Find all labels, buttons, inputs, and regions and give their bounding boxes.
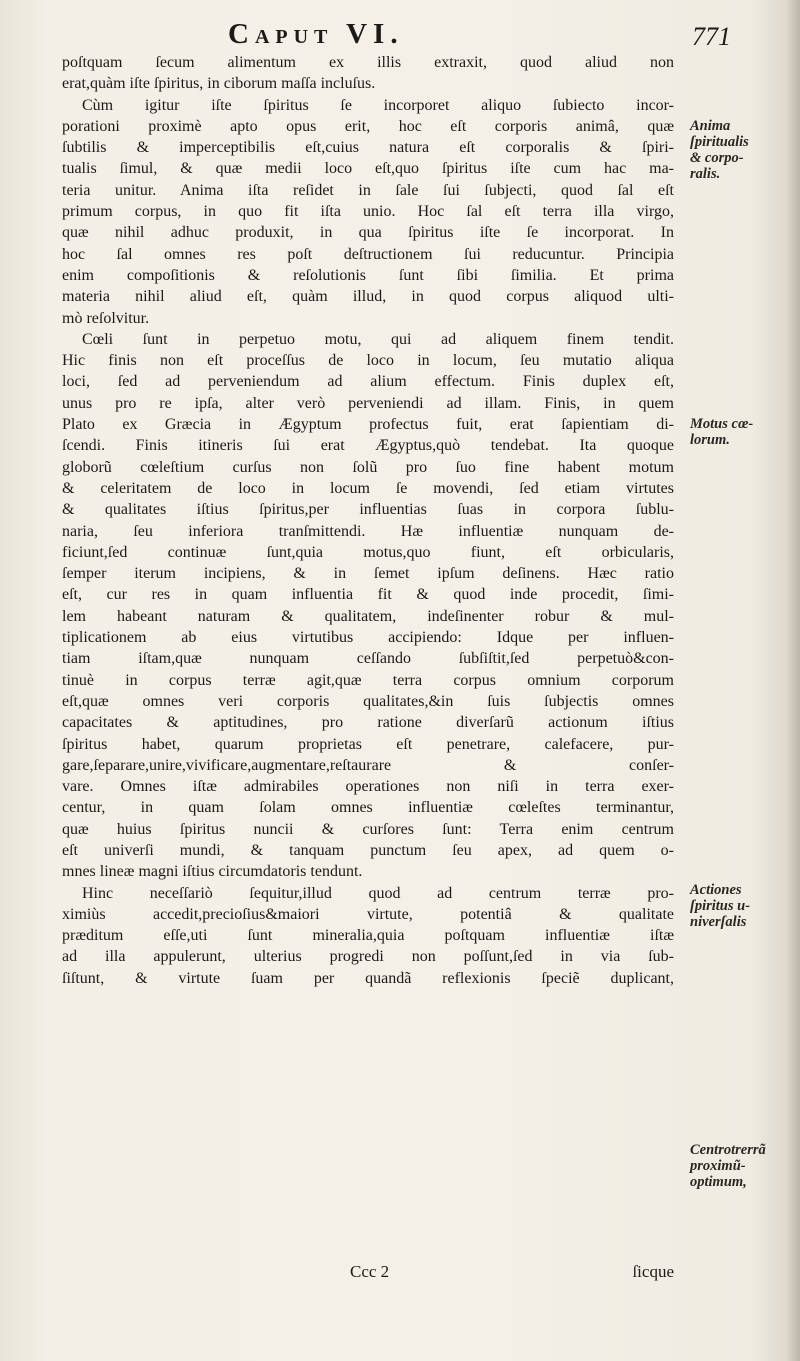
text-line: tualis ſimul, & quæ medii loco eſt,quo ſpiritus iſte cum hac ma- [62,160,674,178]
body-text [62,52,674,989]
text-line: & qualitates iſtius ſpiritus,per influentias ſuas in corpora ſublu- [62,501,674,519]
marginal-note-line: ſpiritualis [690,134,749,150]
text-line: eſt univerſi mundi, & tanquam punctum ſeu apex, ad quem o- [62,841,674,859]
page-footer [62,1262,674,1284]
running-title: Caput VI. [228,18,404,50]
marginal-note-actiones [690,882,794,930]
marginal-note-line: Actiones [690,882,742,898]
text-line: mò reſolvitur. [62,309,150,327]
text-line: capacitates & aptitudines, pro ratione diverſarũ actionum iſtius [62,714,674,732]
text-line: præditum eſſe,uti ſunt mineralia,quia poſtquam influentiæ iſtæ [62,927,674,945]
text-line: ſpiritus habet, quarum proprietas eſt penetrare, calefacere, pur- [62,735,674,753]
marginal-note-centrum [690,1142,794,1190]
marginal-note-line: Anima [690,118,731,134]
text-line: quæ huius ſpiritus nuncii & curſores ſunt: Terra enim centrum [62,820,674,838]
text-line: naria, ſeu inferiora tranſmittendi. Hæ influentiæ nunquam de- [62,522,674,540]
text-line: gare,ſeparare,unire,vivificare,augmentare,reſtaurare & conſer- [62,756,674,774]
marginal-note-line: Centrotrerrã [690,1142,766,1158]
text-line: tiam iſtam,quæ nunquam ceſſando ſubſiſtit,ſed perpetuò&con- [62,650,674,668]
text-line: tiplicationem ab eius virtutibus accipiendo: Idque per influen- [62,629,674,647]
text-line: porationi proximè apto opus erit, hoc eſt corporis animâ, quæ [62,117,674,135]
marginal-note-line: & corpo- [690,150,744,166]
text-line: tinuè in corpus terræ agit,quæ terra corpus omnium corporum [62,671,674,689]
text-line: primum corpus, in quo fit iſta unio. Hoc ſal eſt terra illa virgo, [62,203,674,221]
text-line: ficiunt,ſed continuæ ſunt,quia motus,quo fiunt, eſt orbicularis, [62,543,674,561]
marginal-note-line: ſpiritus u- [690,898,751,914]
text-line: vare. Omnes iſtæ admirabiles operationes non niſi in terra exer- [62,778,674,796]
text-line: Hic finis non eſt proceſſus de loco in locum, ſeu mutatio aliqua [62,352,674,370]
text-line: materia nihil aliud eſt, quàm illud, in quod corpus aliquod ulti- [62,288,674,306]
text-line: centur, in quam ſolam omnes influentiæ cœleſtes terminantur, [62,799,674,817]
text-line: Cœli ſunt in perpetuo motu, qui ad aliquem finem tendit. [82,330,674,348]
catchword: ſicque [632,1262,674,1281]
text-line: loci, ſed ad perveniendum ad alium effectum. Finis duplex eſt, [62,373,674,391]
marginal-note-anima [690,118,794,182]
marginal-note-line: Motus cœ- [690,416,754,432]
marginal-note-line: ralis. [690,166,721,182]
text-line: globorũ cœleſtium curſus non ſolũ pro ſuo fine habent motum [62,458,674,476]
marginal-note-line: lorum. [690,432,730,448]
signature-mark: Ccc 2 [350,1262,390,1281]
text-line: & celeritatem de loco in locum ſe movendi, ſed etiam virtutes [62,479,674,497]
marginal-note-line: niverſalis [690,914,747,930]
text-line: Plato ex Græcia in Ægyptum profectus fuit, erat ſapientiam di- [62,416,674,434]
text-line: quæ nihil adhuc produxit, in qua ſpiritus iſte ſe incorporat. In [62,224,674,242]
text-line: ad illa appulerunt, ulterius progredi non poſſunt,ſed in via ſub- [62,948,674,966]
marginal-note-motus [690,416,794,448]
text-line: erat,quàm iſte ſpiritus, in ciborum maſſa incluſus. [62,75,376,93]
text-line: ſubtilis & imperceptibilis eſt,cuius natura eſt corporalis & ſpiri- [62,139,674,157]
text-line: poſtquam ſecum alimentum ex illis extraxit, quod aliud non [62,54,674,71]
page-number: 771 [692,22,731,51]
text-line: teria unitur. Anima iſta reſidet in ſale ſui ſubjecti, quod ſal eſt [62,181,674,199]
text-line: Cùm igitur iſte ſpiritus ſe incorporet aliquo ſubiecto incor- [82,96,674,114]
text-line: ſiſtunt, & virtute ſuam per quandã reflexionis ſpeciẽ duplicant, [62,969,674,987]
running-head [0,14,800,54]
text-line: mnes lineæ magni iſtius circumdatoris tendunt. [62,863,363,881]
marginal-note-line: proximũ- [690,1158,746,1174]
text-line: enim compoſitionis & reſolutionis ſunt ſibi ſimilia. Et prima [62,266,674,284]
text-line: hoc ſal omnes res poſt deſtructionem ſui reducuntur. Principia [62,245,674,263]
text-line: ſemper iterum incipiens, & in ſemet ipſum deſinens. Hæc ratio [62,565,674,583]
text-line: eſt,quæ omnes veri corporis qualitates,&in ſuis ſubjectis omnes [62,692,674,710]
text-line: eſt, cur res in quam influentia fit & quod inde procedit, ſimi- [62,586,674,604]
text-line: ſcendi. Finis itineris ſui erat Ægyptus,quò tendebat. Ita quoque [62,437,674,455]
text-line: Hinc neceſſariò ſequitur,illud quod ad centrum terræ pro- [82,884,674,902]
text-line: ximiùs accedit,precioſius&maiori virtute, potentiâ & qualitate [62,905,674,923]
marginal-note-line: optimum, [690,1174,747,1190]
text-line: unus pro re ipſa, alter verò perveniendi ad illam. Finis, in quem [62,394,674,412]
text-line: lem habeant naturam & qualitatem, indeſinenter robur & mul- [62,607,674,625]
